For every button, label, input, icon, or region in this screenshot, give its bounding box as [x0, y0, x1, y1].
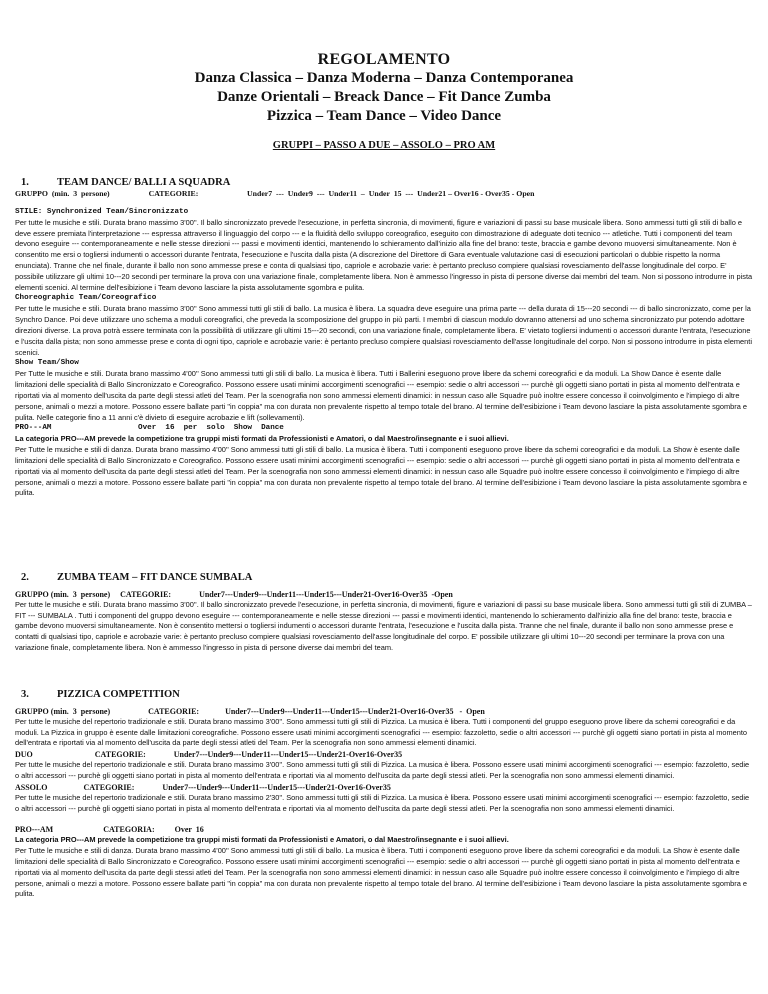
zumba-paragraph: Per tutte le musiche e stili. Durata brano massimo 3'00''. Il ballo sincronizzato prevede l'esecuzione, in perfetta sincronia, di movimenti, figure e variazioni di passi su base musicale libera. Sono ammessi tutti gli stili di ZUMBA – FIT --- SUMBALA . Tutti i componenti del gruppo devono eseguire --- contemporaneamente e nelle stesse direzioni --- passi e movimenti identici, mantenendo lo schieramento dall'inizio alla fine del brano: teste, braccia e gambe devono muoversi simultaneamente. Non è consentito mettersi o togliersi indumenti o accessori durante l'entrata, l'esecuzione e l'uscita dalla pista. Tranne che nel finale, durante il ballo non sono ammesse prese e contatti di qualsiasi tipo, capriole e acrobazie varie: è pertanto precluso compiere qualsiasi rovesciamento dell'asse longitudinale del corpo. E' possibile utilizzare gli ultimi 10---20 secondi per terminare la prova con una variazione finale, completamente libera. Non è ammesso l'ingresso in pista di persone diverse dai membri del team. — [15, 599, 752, 652]
section-number: 1. — [21, 177, 29, 188]
assolo-paragraph: Per tutte le musiche del repertorio tradizionale e stili. Durata brano massimo 2'30''. Sono ammessi tutti gli stili di Pizzica. La musica è libera. Possono essere usati minimi accorgimenti scenografici --- esempio: fazzoletto, sedie o altri accessori --- purchè gli oggetti siano portati in pista al momento dell'entrata e riportati via al momento dell'uscita da parte degli stessi atleti. Per la scenografia non sono ammessi elementi dinamici. — [15, 792, 750, 813]
section-number: 2. — [21, 572, 29, 583]
style-paragraph: Per tutte le musiche e stili. Durata brano massimo 3'00''. Il ballo sincronizzato prevede l'esecuzione, in perfetta sincronia, di movimenti, figure e variazioni di passi su base musicale libera. Sono ammessi tutti gli stili di ballo e deve essere premiata l'interpretazione --- espressa attraverso il linguaggio del corpo --- e la fluidità dello sviluppo coreografico, eseguito con dimostrazione di adeguate doti tecnico --- atletiche. Tutti i componenti del team devono eseguire --- contemporaneamente e nelle stesse direzioni --- passi e movimenti identici, mantenendo lo schieramento dall'inizio alla fine del brano: teste, braccia e gambe devono muoversi simultaneamente. Non è consentito me ersi o togliersi indumenti o accessori durante l'entrata, l'esecuzione e l'uscita dalla pista (A discrezione del Direttore di Gara eventuale valutazione casi di esecuzioni particolari o dubbie rispetto la norma enunciata). Tranne che nel finale, durante il ballo non sono ammesse prese e conta di qualsiasi tipo, capriole e acrobazie varie: è pertanto precluso compiere qualsiasi rovesciamento dell'asse longitudinale del corpo. E' possibile utilizzare gli ultimi 10---20 secondi per terminare la prova con una variazione finale, completamente libera. Non è ammesso l'ingresso in pista di persone diverse dai membri del team. Non si possono introdurre in pista elementi scenici. Al termine dell'esibizione i Team devono lasciare la pista assolutamente sgombra e pulita. — [15, 217, 753, 292]
section-2-heading — [15, 573, 755, 584]
category-line-gruppo: GRUPPO (min. 3 persone) CATEGORIE: Under7---Under9---Under11---Under15---Under21-Over16-Over35 - Open — [15, 706, 485, 716]
duo-paragraph: Per tutte le musiche del repertorio tradizionale e stili. Durata brano massimo 3'00''. Sono ammessi tutti gli stili di Pizzica. La musica è libera. Possono essere usati minimi accorgimenti scenografici --- esempio: fazzoletto, sedie o altri accessori --- purchè gli oggetti siano portati in pista al momento dell'entrata e riportati via al momento dell'uscita da parte degli stessi atleti. Per la scenografia non sono ammessi elementi dinamici. — [15, 760, 750, 780]
title-line-2: Danze Orientali – Breack Dance – Fit Dance Zumba — [217, 89, 551, 105]
document-title — [0, 50, 768, 126]
section-title: ZUMBA TEAM – FIT DANCE SUMBALA — [57, 572, 253, 583]
proam-intro: La categoria PRO---AM prevede la competizione tra gruppi misti formati da Professionisti e Amatori, o dal Maestro/insegnante e i suoi allievi. — [15, 835, 509, 845]
proam-label: PRO---AM Over 16 per solo Show Dance — [15, 424, 284, 433]
category-line-assolo: ASSOLO CATEGORIE: Under7---Under9---Under11---Under15---Under21-Over16-Over35 — [15, 782, 391, 792]
show-paragraph: Per Tutte le musiche e stili. Durata brano massimo 4'00'' Sono ammessi tutti gli stili di ballo. La musica è libera. Tutti i Ballerini eseguono prove libere da schemi coreografici e da moduli. La Show Dance è esente dalle limitazioni delle specialità di Ballo Sincronizzato e Coreografico. Possono essere usati minimi accorgimenti scenografici --- esempio: sedie o altri accessori --- purchè gli oggetti siano portati in pista al momento dell'entrata e riportati via al momento dell'uscita da parte degli stessi atleti del Team. Per la scenografia non sono ammessi elementi dinamici: in nessun caso alle Squadre può inoltre essere concesso il coinvolgimento e l'impiego di altre persone, animali o mezzi a motore. Possono essere ballate parti "in coppia" ma con durata non prevalente rispetto al tempo totale del brano. Al termine dell'esibizione i Team devono lasciare la pista assolutamente sgombra e pulita. Nelle categorie fino a 11 anni c'è divieto di eseguire acrobazie e lift (sollevamenti). — [15, 369, 748, 422]
title-line-3: Pizzica – Team Dance – Video Dance — [266, 108, 502, 124]
section-title: TEAM DANCE/ BALLI A SQUADRA — [57, 177, 231, 188]
section-pizzica — [15, 690, 755, 900]
proam-intro: La categoria PRO---AM prevede la competizione tra gruppi misti formati da Professionisti e Amatori, o dal Maestro/insegnante e i suoi allievi. — [15, 434, 509, 444]
title-line-1: Danza Classica – Danza Moderna – Danza Contemporanea — [194, 70, 574, 86]
section-zumba-team — [15, 573, 755, 654]
category-line-proam: PRO---AM CATEGORIA: Over 16 — [15, 825, 204, 835]
section-team-dance — [15, 178, 755, 499]
title-line-regolamento: REGOLAMENTO — [317, 51, 451, 68]
style-label: STILE: Synchronized Team/Sincronizzato — [15, 207, 189, 216]
section-title: PIZZICA COMPETITION — [57, 689, 180, 700]
choreo-label: Choreographic Team/Coreografico — [15, 294, 157, 303]
proam-paragraph: Per Tutte le musiche e stili di danza. Durata brano massimo 4'00'' Sono ammessi tutti gli stili di ballo. La musica è libera. Tutti i componenti eseguono prove libere da schemi coreografici e da moduli. La Show è esente dalle limitazioni delle specialità di Ballo Sincronizzato e Coreografico. Possono essere usati minimi accorgimenti scenografici --- esempio: sedie o altri accessori --- purchè gli oggetti siano portati in pista al momento dell'entrata e riportati via al momento dell'uscita da parte degli stessi atleti del Team. Per la scenografia non sono ammessi elementi dinamici: in nessun caso alle Squadre può inoltre essere concesso il coinvolgimento e l'impiego di altre persone, animali o mezzi a motore. Possono essere ballate parti "in coppia" ma con durata non prevalente rispetto al tempo totale del brano. Al termine dell'esibizione i Team devono lasciare la pista assolutamente sgombra e pulita. — [15, 445, 748, 498]
section-subheading: GRUPPI – PASSO A DUE – ASSOLO – PRO AM — [272, 140, 496, 151]
section-3-heading — [15, 690, 755, 701]
show-label: Show Team/Show — [15, 359, 79, 368]
category-line: GRUPPO (min. 3 persone) CATEGORIE: Under7 --- Under9 --- Under11 – Under 15 --- Under21 – Over16 - Over35 - Open — [15, 188, 535, 198]
gruppo-paragraph: Per tutte le musiche del repertorio tradizionale e stili. Durata brano massimo 3'00''. Sono ammessi tutti gli stili di Pizzica. La musica è libera. Tutti i componenti del gruppo eseguono prove libere da schemi coreografici e da moduli. La Pizzica in gruppo è esente dalle limitazioni coreografiche. Possono essere usati minimi accorgimenti scenografici --- esempio: fazzoletto, sedie o altri accessori --- purchè gli oggetti siano portati in pista al momento dell'entrata e riportati via al momento dell'uscita da parte degli stessi atleti del Team. Per la scenografia non sono ammessi elementi dinamici. — [15, 716, 748, 748]
proam-paragraph: Per Tutte le musiche e stili di danza. Durata brano massimo 4'00'' Sono ammessi tutti gli stili di ballo. La musica è libera. Tutti i componenti eseguono prove libere da schemi coreografici e da moduli. La Show è esente dalle limitazioni delle specialità di Ballo Sincronizzato e Coreografico. Possono essere usati minimi accorgimenti scenografici --- esempio: sedie o altri accessori --- purchè gli oggetti siano portati in pista al momento dell'entrata e riportati via al momento dell'uscita da parte degli stessi atleti del Team. Per la scenografia non sono ammessi elementi dinamici: in nessun caso alle Squadre può inoltre essere concesso il coinvolgimento e l'impiego di altre persone, animali o mezzi a motore. Possono essere ballate parti "in coppia" ma con durata non prevalente rispetto al tempo totale del brano. Al termine dell'esibizione i Team devono lasciare la pista assolutamente sgombra e pulita. — [15, 846, 748, 899]
category-line-duo: DUO CATEGORIE: Under7---Under9---Under11---Under15---Under21-Over16-Over35 — [15, 750, 403, 760]
choreo-paragraph: Per tutte le musiche e stili. Durata brano massimo 3'00'' Sono ammessi tutti gli stili di ballo. La musica è libera. La squadra deve eseguire una prima parte --- della durata di 15---20 secondi --- di ballo sincronizzato, come per la Synchro Dance. Poi deve utilizzare uno schema a moduli coreografici, che preveda la scomposizione del gruppo in più parti. I membri di ciascun modulo dovranno attenersi ad uno schema sincronizzato pur potendo adottare direzioni diverse. La prova potrà essere terminata con la possibilità di utilizzare gli ultimi 15---20 secondi, con una variazione finale, completamente libera. E' vietato togliersi indumenti o accessori durante l'entrata, l'esecuzione e l'uscita dalla pista; non sono ammesse prese e conta di ogni tipo, capriole e acrobazie varie: è pertanto precluso compiere qualsiasi rovesciamento dell'asse longitudinale del corpo. Non si possono introdurre in pista elementi scenici. — [15, 304, 752, 357]
section-number: 3. — [21, 689, 29, 700]
category-line: GRUPPO (min. 3 persone) CATEGORIE: Under7---Under9---Under11---Under15---Under21-Over16-Over35 -Open — [15, 589, 453, 599]
